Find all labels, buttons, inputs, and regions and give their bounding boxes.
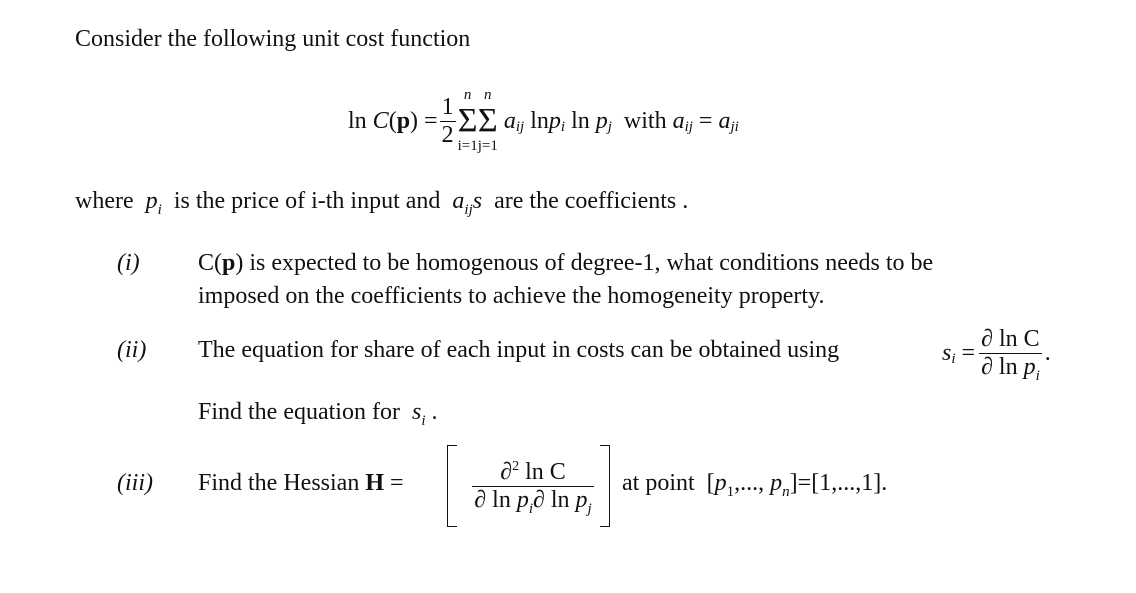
vector-period: . bbox=[881, 470, 888, 496]
share-equation bbox=[942, 318, 1051, 388]
vector-equals: = bbox=[797, 470, 812, 496]
right-bracket bbox=[600, 445, 610, 527]
price-pj: p bbox=[595, 107, 608, 134]
vector-pn: p bbox=[770, 470, 783, 496]
share-numerator: ∂ ln C bbox=[981, 325, 1040, 352]
find-share-text: Find the equation for bbox=[198, 399, 400, 425]
hessian-den-sub-i: i bbox=[528, 500, 533, 517]
find-share-s: s bbox=[411, 399, 422, 425]
item-iii-marker: (iii) bbox=[117, 470, 153, 496]
hessian-numerator bbox=[498, 459, 568, 486]
share-s-sub: i bbox=[951, 350, 956, 367]
hessian-num-partial: ∂ bbox=[500, 458, 513, 485]
price-pj-sub: j bbox=[607, 118, 612, 135]
vector-p1: p bbox=[714, 470, 727, 496]
intro-text: Consider the following unit cost function bbox=[75, 26, 471, 52]
half-denominator: 2 bbox=[441, 121, 454, 148]
half-fraction bbox=[440, 94, 456, 149]
half-numerator: 1 bbox=[441, 93, 454, 120]
where-a-sub: ij bbox=[464, 202, 473, 218]
hessian-den-pi: p bbox=[516, 486, 529, 513]
hessian-den-b: ∂ ln bbox=[533, 486, 570, 513]
share-denominator bbox=[979, 353, 1042, 384]
vector-ellipsis: ,..., bbox=[734, 470, 765, 496]
find-share-line bbox=[198, 399, 438, 429]
where-word: where bbox=[75, 188, 134, 214]
cost-function-equation bbox=[348, 86, 739, 156]
vector-p1-sub: 1 bbox=[726, 484, 735, 500]
cost-symbol: C bbox=[372, 107, 389, 134]
sum-i-lower: i=1 bbox=[457, 138, 478, 154]
with-word: with bbox=[623, 107, 667, 134]
hessian-den-sub-j: j bbox=[587, 500, 592, 517]
coef-aij-sub: ij bbox=[684, 118, 693, 135]
where-line bbox=[75, 188, 689, 218]
ln-pi-label: ln bbox=[530, 107, 549, 134]
vector-open: [ bbox=[706, 470, 715, 496]
item-ii-marker: (ii) bbox=[117, 337, 147, 363]
coef-aij: a bbox=[672, 107, 685, 134]
item-i-marker: (i) bbox=[117, 250, 140, 276]
where-mid-text: is the price of i-th input and bbox=[173, 188, 441, 214]
hessian-denominator bbox=[472, 486, 593, 517]
hessian-equals: = bbox=[390, 470, 404, 496]
coef-aji: a bbox=[718, 107, 731, 134]
hessian-num-sup: 2 bbox=[512, 458, 520, 474]
vector-ones: [1,...,1] bbox=[811, 470, 882, 496]
sum-j-sigma: Σ bbox=[477, 102, 498, 139]
ln-pj-label: ln bbox=[571, 107, 590, 134]
hessian-H: H bbox=[365, 470, 384, 496]
sum-j-lower: j=1 bbox=[477, 138, 498, 154]
price-pi: p bbox=[548, 107, 561, 134]
item-i-line1 bbox=[198, 250, 933, 277]
symmetry-equals: = bbox=[698, 107, 713, 134]
vector-close: ] bbox=[789, 470, 798, 496]
sum-i-sigma: Σ bbox=[457, 102, 478, 139]
close-paren: ) bbox=[410, 107, 419, 134]
find-share-s-sub: i bbox=[421, 413, 426, 429]
sum-i-upper: n bbox=[463, 87, 472, 103]
item-ii-text: The equation for share of each input in costs can be obtained using bbox=[198, 337, 840, 363]
share-den-sub: i bbox=[1035, 367, 1040, 384]
share-s: s bbox=[942, 339, 952, 366]
where-s: s bbox=[472, 188, 483, 214]
coef-aji-sub: ji bbox=[730, 118, 739, 135]
share-period: . bbox=[1044, 339, 1051, 366]
hessian-den-a: ∂ ln bbox=[474, 486, 511, 513]
at-point-text: at point bbox=[622, 470, 695, 496]
where-end-text: are the coefficients . bbox=[494, 188, 689, 214]
ln-label: ln bbox=[348, 107, 367, 134]
hessian-den-pj: p bbox=[575, 486, 588, 513]
item-i-line2: imposed on the coefficients to achieve the homogeneity property. bbox=[198, 283, 825, 309]
hessian-label bbox=[198, 470, 404, 497]
left-bracket bbox=[447, 445, 457, 527]
where-p: p bbox=[145, 188, 158, 214]
open-paren: ( bbox=[388, 107, 397, 134]
price-vector: p bbox=[396, 107, 411, 134]
hessian-num-rest: ln C bbox=[519, 458, 566, 485]
share-equals: = bbox=[961, 339, 976, 366]
where-p-sub: i bbox=[157, 202, 162, 218]
find-share-period: . bbox=[431, 399, 438, 425]
equals-sign: = bbox=[424, 107, 438, 134]
where-a: a bbox=[452, 188, 465, 214]
share-den-ln: ∂ ln bbox=[981, 353, 1018, 380]
coef-a-sub: ij bbox=[515, 118, 525, 135]
sum-j bbox=[478, 87, 498, 155]
item-i-bold-p: p bbox=[222, 250, 236, 276]
coef-a: a bbox=[503, 107, 516, 134]
share-fraction bbox=[979, 325, 1042, 384]
hessian-fraction-wrap bbox=[458, 447, 608, 525]
sum-j-upper: n bbox=[484, 87, 492, 103]
item-i-post: ) is expected to be homogenous of degree-1, what conditions needs to be bbox=[235, 250, 934, 276]
at-point-line bbox=[622, 470, 888, 500]
hessian-fraction bbox=[472, 458, 593, 517]
price-pi-sub: i bbox=[560, 118, 566, 135]
vector-pn-sub: n bbox=[782, 484, 790, 500]
hessian-text: Find the Hessian bbox=[198, 470, 360, 496]
sum-i bbox=[458, 87, 478, 155]
share-den-p: p bbox=[1023, 353, 1036, 380]
item-i-pre: C( bbox=[198, 250, 222, 276]
